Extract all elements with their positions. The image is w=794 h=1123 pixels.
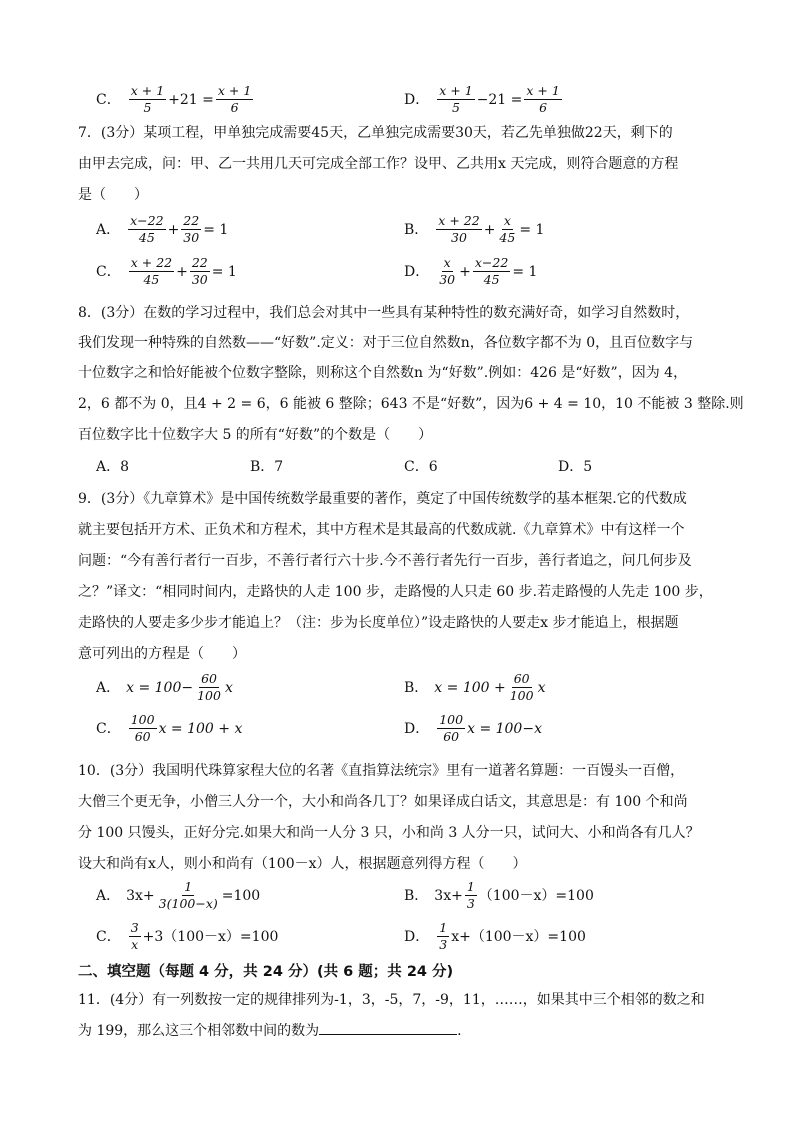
q9-stem-line: 9．(3分）《九章算术》是中国传统数学最重要的著作，奠定了中国传统数学的基本框架.它的代数成 — [78, 491, 687, 507]
q11-text: 为 199，那么这三个相邻数中间的数为 — [78, 1023, 320, 1039]
q7-stem-line: 是（ ） — [78, 187, 148, 203]
q7-option-d — [404, 256, 537, 287]
fraction: $\frac{x-22}{45}$ — [474, 255, 509, 287]
q7-option-c — [96, 256, 237, 287]
fraction: $\frac{60}{100}$ — [197, 671, 221, 703]
option-label: A． — [96, 679, 121, 696]
expression-suffix: x = 100−x — [467, 720, 542, 737]
fraction: $\frac{x + 1}{6}$ — [217, 83, 252, 115]
q8-stem-line: 8．(3分）在数的学习过程中，我们总会对其中一些具有某种特性的数充满好奇，如学习自然数时， — [78, 305, 690, 321]
expression-prefix: 3x+ — [126, 887, 155, 904]
expression-suffix: x = 100 + x — [158, 720, 243, 737]
fraction: $\frac{100}{60}$ — [439, 712, 464, 744]
q7-stem-line: 由甲去完成，问：甲、乙一共用几天可完成全部工作？设甲、乙共用x 天完成，则符合题意的方程 — [78, 156, 679, 172]
fraction: $\frac{22}{30}$ — [191, 255, 208, 287]
q9-stem-line: 就主要包括开方术、正负术和方程术，其中方程术是其最高的代数成就.《九章算术》中有这样一个 — [78, 522, 685, 538]
fraction: $\frac{22}{30}$ — [183, 213, 200, 245]
operator: +21 = — [168, 91, 214, 108]
expression-prefix: x = 100− — [126, 679, 194, 696]
expression-suffix: =100 — [221, 887, 261, 904]
expression-suffix: x+（100－x）=100 — [451, 928, 586, 945]
option-label: A． — [96, 887, 121, 904]
q10-stem-line: 大僧三个更无争，小僧三人分一个，大小和尚各几丁？如果译成白话文，其意思是：有 100 个和尚 — [78, 794, 688, 810]
fraction: $\frac{60}{100}$ — [509, 671, 534, 703]
q10-option-d — [404, 921, 586, 952]
q10-stem-line: 10．(3分）我国明代珠算家程大位的名著《直指算法统宗》里有一道著名算题：一百馒头一百僧， — [78, 763, 685, 779]
q8-stem-line: 十位数字之和恰好能被个位数字整除，则称这个自然数n 为“好数”.例如：426 是“好数”，因为 4， — [78, 365, 688, 381]
expression-prefix: 3x+ — [434, 887, 463, 904]
q6-option-c — [96, 84, 255, 115]
fraction: $\frac{3}{x}$ — [130, 920, 139, 952]
q10-stem-line: 分 100 只馒头，正好分完.如果大和尚一人分 3 只，小和尚 3 人分一只，试问大、小和尚各有几人？ — [78, 825, 700, 841]
option-label: D． — [404, 91, 430, 108]
option-label: A． — [96, 221, 121, 238]
option-label: B． — [404, 221, 429, 238]
q10-option-a — [96, 880, 260, 911]
fraction: $\frac{x + 1}{5}$ — [439, 83, 473, 115]
option-label: C． — [96, 928, 121, 945]
q8-option-d: D．5 — [558, 459, 593, 475]
q9-option-d — [404, 713, 542, 744]
q9-stem-line: 问题：“今有善行者行一百步，不善行者行六十步.今不善行者先行一百步，善行者追之，问几何步及 — [78, 553, 692, 569]
option-label: C． — [96, 91, 121, 108]
operator: + — [167, 221, 180, 238]
option-label: D． — [404, 720, 430, 737]
option-label: D． — [404, 928, 430, 945]
q9-stem-line: 之？”译文：“相同时间内，走路快的人走 100 步，走路慢的人只走 60 步.若走路慢的人先走 100 步， — [78, 584, 713, 600]
expression-suffix: x — [224, 679, 233, 696]
q11-stem-line: 11．(4分）有一列数按一定的规律排列为-1，3，-5，7，-9，11，……，如果其中三个相邻的数之和 — [78, 992, 705, 1008]
option-label: C． — [96, 263, 121, 280]
equals-one: = 1 — [211, 263, 237, 280]
option-label: D． — [404, 263, 430, 280]
expression-prefix: x = 100 + — [434, 679, 506, 696]
fraction: $\frac{x + 22}{45}$ — [130, 255, 173, 287]
expression-suffix: x — [537, 679, 546, 696]
fraction: $\frac{1}{3}$ — [466, 879, 475, 911]
answer-blank[interactable] — [319, 1022, 457, 1035]
fraction: $\frac{1}{3(100-x)}$ — [158, 879, 218, 911]
q7-option-a — [96, 214, 228, 245]
q11-stem-line-2 — [78, 1022, 462, 1040]
option-label: B． — [404, 887, 429, 904]
q9-stem-line: 走路快的人要走多少步才能追上？（注：步为长度单位）”设走路快的人要走x 步才能追上，根据题 — [78, 615, 679, 631]
q8-stem-line: 我们发现一种特殊的自然数——“好数”.定义：对于三位自然数n，各位数字都不为 0，且百位数字与 — [78, 335, 694, 351]
q10-stem-line: 设大和尚有x人，则小和尚有（100－x）人，根据题意列得方程（ ） — [78, 856, 527, 872]
q9-option-a — [96, 672, 233, 703]
equals-one: = 1 — [519, 221, 545, 238]
option-label: B． — [404, 679, 429, 696]
q9-option-c — [96, 713, 242, 744]
q8-option-c: C．6 — [404, 459, 438, 475]
q10-option-c — [96, 921, 278, 952]
q6-option-d — [404, 84, 564, 115]
fraction: $\frac{x + 1}{6}$ — [526, 83, 560, 115]
q7-option-b — [404, 214, 544, 245]
expression-suffix: （100－x）=100 — [478, 887, 594, 904]
fraction: $\frac{x + 1}{5}$ — [130, 83, 165, 115]
q11-period: . — [457, 1023, 462, 1039]
q9-stem-line: 意可列出的方程是（ ） — [78, 646, 246, 662]
operator: + — [176, 263, 188, 280]
q10-option-b — [404, 880, 594, 911]
operator: + — [459, 263, 471, 280]
equals-one: = 1 — [203, 221, 229, 238]
q8-option-a: A．8 — [96, 459, 130, 475]
fraction: $\frac{x + 22}{30}$ — [438, 213, 480, 245]
q7-stem-line: 7．(3分）某项工程，甲单独完成需要45天，乙单独完成需要30天，若乙先单独做22天，剩下的 — [78, 125, 673, 141]
option-label: C． — [96, 720, 121, 737]
equals-one: = 1 — [512, 263, 538, 280]
section-heading: 二、填空题（每题 4 分，共 24 分）(共 6 题；共 24 分) — [78, 964, 454, 980]
fraction: $\frac{x}{30}$ — [439, 255, 456, 287]
q8-stem-line: 2，6 都不为 0，且4 + 2 = 6，6 能被 6 整除；643 不是“好数”，因为6 + 4 = 10，10 不能被 3 整除.则 — [78, 396, 744, 412]
fraction: $\frac{x}{45}$ — [499, 213, 516, 245]
operator: −21 = — [476, 91, 523, 108]
q8-option-b: B．7 — [250, 459, 284, 475]
fraction: $\frac{1}{3}$ — [439, 920, 448, 952]
operator: + — [483, 221, 496, 238]
fraction: $\frac{x-22}{45}$ — [130, 213, 164, 245]
expression-suffix: +3（100－x）=100 — [142, 928, 279, 945]
q9-option-b — [404, 672, 546, 703]
fraction: $\frac{100}{60}$ — [130, 712, 155, 744]
q8-stem-line: 百位数字比十位数字大 5 的所有“好数”的个数是（ ） — [78, 427, 433, 443]
